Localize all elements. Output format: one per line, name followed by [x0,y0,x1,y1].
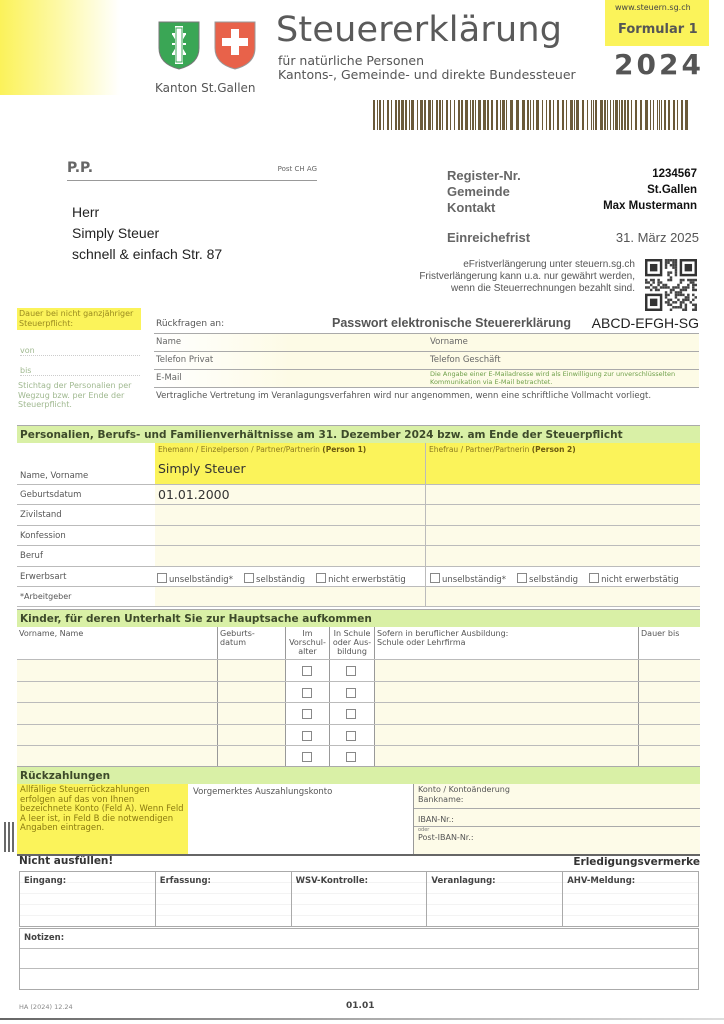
barcode-bar [587,100,588,130]
tax-year: 2024 [614,48,704,81]
postal-header [67,162,317,181]
row-label: Erwerbsart [20,572,67,582]
duration-until-field[interactable] [639,682,700,703]
birthdate-row [17,485,700,505]
barcode-bar [549,100,551,130]
barcode-bar [450,100,451,130]
children-table-header [17,627,700,660]
password-label: Passwort elektronische Steuererklärung [332,316,571,330]
checkbox[interactable] [346,688,356,698]
barcode-bar [661,100,662,130]
barcode-bar [607,100,608,130]
barcode-bar [405,100,407,130]
in-education-checkbox-cell [330,682,375,703]
barcode-bar [640,100,642,130]
barcode-bar [659,100,660,130]
row-label: Geburtsdatum [20,490,82,500]
barcode-bar [627,100,629,130]
barcode-bar [442,100,443,130]
checkbox[interactable] [589,573,599,583]
column-header: In Schule oder Aus- bildung [330,627,375,659]
person1-profession[interactable] [155,546,426,566]
section-heading: Kinder, für deren Unterhalt Sie zur Hauptsache aufkommen [17,609,700,627]
register-row [447,168,697,184]
registered-account-field[interactable]: Vorgemerktes Auszahlungskonto [188,784,414,854]
barcode-bar [496,100,498,130]
person2-confession[interactable] [426,526,700,545]
name-row[interactable] [154,334,699,352]
in-education-checkbox-cell [330,725,375,746]
barcode-bar [653,100,654,130]
pp-label: P.P. [67,160,94,176]
child-birthdate-field[interactable] [218,682,286,703]
notes-line [20,969,698,989]
office-field-eingang: Eingang: [20,872,156,926]
post-iban-field[interactable] [414,827,700,844]
in-education-checkbox-cell [330,660,375,681]
bank-name-field[interactable]: Bankname: [414,795,700,809]
checkbox-label: selbständig [256,575,305,585]
barcode-bar [454,100,455,130]
do-not-fill-label: Nicht ausfüllen! [19,855,114,867]
person1-label: Ehemann / Einzelperson / Partner/Partnerin [158,445,320,454]
address-line: Herr [72,204,100,220]
preschool-checkbox-cell [286,746,330,767]
barcode-bar [432,100,433,130]
account-change-block [414,784,700,854]
barcode-bar [510,100,513,130]
register-label: Register-Nr. [447,168,521,183]
row-label: Name, Vorname [20,471,89,481]
checkbox[interactable] [316,573,326,583]
extension-line: Fristverlängerung kann u.a. nur gewährt werden, [419,271,635,282]
checkbox[interactable] [302,731,312,741]
duration-until-field[interactable] [639,746,700,767]
iban-field[interactable]: IBAN-Nr.: [414,809,700,827]
yellow-gradient-band [0,0,120,95]
checkbox[interactable] [346,731,356,741]
person2-employment-options [426,567,700,586]
row-label: Zivilstand [20,510,62,520]
barcode-bar [635,100,637,130]
child-name-field[interactable] [17,746,218,767]
child-name-field[interactable] [17,725,218,746]
checkbox[interactable] [302,666,312,676]
refund-note: Allfällige Steuerrückzahlungen erfolgen auf das von Ihnen bezeichnete Konto (Feld A). Wenn Feld A leer ist, in Feld B die notwendigen Angaben eintragen. [17,784,188,854]
person1-birthdate[interactable]: 01.01.2000 [155,485,426,504]
person2-profession[interactable] [426,546,700,566]
barcode-bar [409,100,410,130]
barcode-bar [487,100,489,130]
child-name-field[interactable] [17,682,218,703]
completion-notes-label: Erledigungsvermerke [573,856,700,868]
barcode-bar [542,100,543,130]
register-value: 1234567 [652,168,697,180]
or-label: oder [418,827,430,833]
barcode-bar [500,100,501,130]
deadline-label: Einreichefrist [447,230,531,245]
in-education-checkbox-cell [330,703,375,724]
row-label: Konfession [20,531,66,541]
office-field-ahv: AHV-Meldung: [563,872,698,926]
barcode-bar [536,100,539,130]
register-value: Max Mustermann [603,200,697,212]
person1-civil-status[interactable] [155,505,426,525]
swiss-coat-of-arms-icon [213,20,257,70]
reference-date-note: Stichtag der Personalien per Wegzug bzw. per Ende der Steuerpflicht. [18,381,132,409]
barcode-bar [604,100,606,130]
barcode-bar [439,100,441,130]
child-row [17,660,700,682]
checkbox[interactable] [346,752,356,762]
barcode-bar [533,100,534,130]
checkbox-label: selbständig [529,575,578,585]
children-section [17,609,700,768]
school-or-company-field[interactable] [375,725,639,746]
child-birthdate-field[interactable] [218,725,286,746]
barcode-bar [391,100,392,130]
checkbox[interactable] [346,666,356,676]
barcode-bar [470,100,471,130]
barcode-bar [613,100,614,130]
preschool-checkbox-cell [286,660,330,681]
barcode-bar [491,100,493,130]
form-badge [605,0,709,46]
office-use-boxes [19,871,699,927]
child-row [17,682,700,704]
office-field-wsv: WSV-Kontrolle: [292,872,428,926]
person2-label: Ehefrau / Partner/Partnerin [429,445,530,454]
barcode-bar [668,100,670,130]
duration-until-field[interactable] [639,725,700,746]
school-or-company-field[interactable] [375,682,639,703]
barcode-bar [664,100,666,130]
child-birthdate-field[interactable] [218,703,286,724]
register-label: Gemeinde [447,184,510,199]
profession-row [17,546,700,567]
column-header: Dauer bis [641,629,680,638]
barcode-bar [576,100,579,130]
barcode-bar [420,100,423,130]
form-number: Formular 1 [618,22,698,37]
preschool-checkbox-cell [286,703,330,724]
barcode-bar [593,100,594,130]
st-gallen-coat-of-arms-icon [157,20,201,70]
canton-label: Kanton St.Gallen [155,81,256,95]
qr-code-icon [645,259,697,311]
website-link[interactable]: www.steuern.sg.ch [615,3,691,12]
form-code: HA (2024) 12.24 [19,1003,73,1011]
barcode-bar [621,100,623,130]
email-row[interactable] [154,370,699,388]
child-row [17,703,700,725]
person1-confession[interactable] [155,526,426,545]
in-education-checkbox-cell [330,746,375,767]
barcode-bar [530,100,531,130]
barcode-bar [619,100,620,130]
person2-birthdate[interactable] [426,485,700,504]
barcode-bar [417,100,418,130]
barcode-bar [566,100,567,130]
civil-status-row [17,505,700,526]
person2-employer[interactable] [426,587,700,606]
barcode-bar [624,100,626,130]
checkbox-label: unselbständig* [442,575,506,585]
address-line: schnell & einfach Str. 87 [72,246,223,262]
personal-details-section [17,425,700,607]
duration-to-field[interactable]: bis [20,366,140,376]
school-or-company-field[interactable] [375,703,639,724]
barcode-bar [610,100,611,130]
duration-note: Dauer bei nicht ganzjähriger Steuerpflicht: [17,308,141,330]
refunds-body [17,784,700,856]
register-row [447,184,697,200]
subtitle-line: Kantons-, Gemeinde- und direkte Bundessteuer [278,67,576,82]
post-label: Post CH AG [277,165,317,173]
barcode-bar [570,100,573,130]
checkbox[interactable] [302,709,312,719]
notes-box [19,928,699,990]
child-row [17,725,700,747]
form-subtitle [278,54,576,82]
person2-column [426,443,700,484]
employment-type-row [17,567,700,587]
datamatrix-code-icon [4,822,15,852]
refunds-section [17,766,700,856]
email-consent-note: Die Angabe einer E-Mailadresse wird als Einwilligung zur unverschlüsselten Kommunikation via E-Mail betrachtet. [430,370,676,386]
barcode-bar [502,100,505,130]
preschool-checkbox-cell [286,682,330,703]
checkbox[interactable] [517,573,527,583]
post-iban-label: Post-IBAN-Nr.: [418,833,474,842]
barcode-bar [383,100,384,130]
barcode-bar [582,100,584,130]
barcode-bar [522,100,525,130]
child-birthdate-field[interactable] [218,746,286,767]
contact-header [154,315,699,334]
employer-row [17,587,700,607]
extension-note [390,259,635,295]
duration-until-field[interactable] [639,660,700,681]
checkbox-label: nicht erwerbstätig [601,575,679,585]
barcode-bar [574,100,575,130]
child-birthdate-field[interactable] [218,660,286,681]
barcode-bar [631,100,632,130]
child-row [17,746,700,768]
barcode-bar [436,100,438,130]
school-or-company-field[interactable] [375,660,639,681]
barcode-bar [411,100,414,130]
school-or-company-field[interactable] [375,746,639,767]
barcode-bar [673,100,675,130]
subtitle-line: für natürliche Personen [278,53,425,68]
barcode-bar [600,100,603,130]
preschool-checkbox-cell [286,725,330,746]
barcode-bar [562,100,564,130]
checkbox[interactable] [430,573,440,583]
barcode-bar [424,100,426,130]
row-label: *Arbeitgeber [20,592,72,601]
column-header: Geburts- datum [218,627,286,659]
barcode-bar [591,100,592,130]
barcode-bar [446,100,448,130]
person1-employment-options [155,567,426,586]
barcode-bar [478,100,481,130]
barcode-bar [685,100,688,130]
notes-line [20,949,698,969]
barcode-bar [395,100,397,130]
barcode-bar [516,100,519,130]
barcode-bar [483,100,486,130]
person2-civil-status[interactable] [426,505,700,525]
duration-from-field[interactable]: von [20,346,140,356]
email-field-label: E-Mail [156,373,182,383]
inquiries-label: Rückfragen an: [156,319,225,329]
confession-row [17,526,700,546]
checkbox-label: nicht erwerbstätig [328,575,406,585]
office-field-veranlagung: Veranlagung: [427,872,563,926]
firstname-field-label: Vorname [430,337,468,347]
barcode-bar [472,100,474,130]
deadline [447,230,699,245]
recipient-address [72,202,222,265]
barcode-bar [677,100,678,130]
form-title: Steuererklärung [276,10,563,50]
barcode-bar [681,100,683,130]
row-label: Beruf [20,551,43,561]
name-field-label: Name [156,337,182,347]
checkbox-label: unselbständig* [169,575,233,585]
person2-tag: (Person 2) [531,445,576,454]
deadline-value: 31. März 2025 [615,230,699,245]
barcode-bar [387,100,389,130]
barcode-bar [398,100,400,130]
person1-header [155,443,425,454]
barcode-bar [595,100,597,130]
child-name-field[interactable] [17,660,218,681]
barcode-bar [650,100,651,130]
register-row [447,200,697,216]
barcode-bar [557,100,559,130]
checkbox[interactable] [346,709,356,719]
column-header: Sofern in beruflicher Ausbildung: Schule oder Lehrfirma [375,627,639,659]
barcode-bar [461,100,463,130]
barcode-bar [506,100,507,130]
page-number: 01.01 [346,1001,375,1011]
person1-column [155,443,426,484]
bottom-edge [0,1018,724,1020]
phone-business-label: Telefon Geschäft [430,355,501,365]
phone-row[interactable] [154,352,699,370]
barcode [373,100,693,130]
contact-section [154,315,699,407]
barcode-bar [401,100,404,130]
barcode-bar [657,100,658,130]
extension-line: eFristverlängerung unter steuern.sg.ch [463,259,635,270]
office-field-erfassung: Erfassung: [156,872,292,926]
checkbox[interactable] [244,573,254,583]
barcode-bar [428,100,431,130]
barcode-bar [615,100,618,130]
column-header: Vorname, Name [17,627,218,659]
person2-header [426,443,700,454]
barcode-bar [553,100,554,130]
barcode-bar [465,100,468,130]
phone-private-label: Telefon Privat [156,355,214,365]
password-value: ABCD-EFGH-SG [591,315,699,331]
section-heading: Personalien, Berufs- und Familienverhältnisse am 31. Dezember 2024 bzw. am Ende der Steuerpflicht [17,425,700,443]
barcode-bar [377,100,378,130]
column-header: Im Vorschul- alter [286,627,330,659]
person1-employer[interactable] [155,587,426,606]
barcode-bar [527,100,529,130]
representation-note: Vertragliche Vertretung im Veranlagungsverfahren wird nur angenommen, wenn eine schriftliche Vollmacht vorliegt. [156,391,652,401]
register-label: Kontakt [447,200,496,215]
barcode-bar [379,100,381,130]
checkbox[interactable] [157,573,167,583]
checkbox[interactable] [302,752,312,762]
register-value: St.Gallen [647,184,697,196]
duration-until-field[interactable] [639,703,700,724]
account-change-label: Konto / Kontoänderung [418,785,510,794]
extension-line: wenn die Steuerrechnungen bezahlt sind. [450,283,635,294]
register-info [447,168,697,216]
barcode-bar [475,100,476,130]
barcode-bar [458,100,460,130]
address-line: Simply Steuer [72,225,160,241]
child-name-field[interactable] [17,703,218,724]
barcode-bar [373,100,375,130]
notes-label: Notizen: [20,929,698,949]
checkbox[interactable] [302,688,312,698]
section-heading: Rückzahlungen [17,766,700,784]
barcode-bar [546,100,547,130]
barcode-bar [645,100,648,130]
person1-name-value[interactable]: Simply Steuer [158,461,246,476]
person1-tag: (Person 1) [322,445,367,454]
